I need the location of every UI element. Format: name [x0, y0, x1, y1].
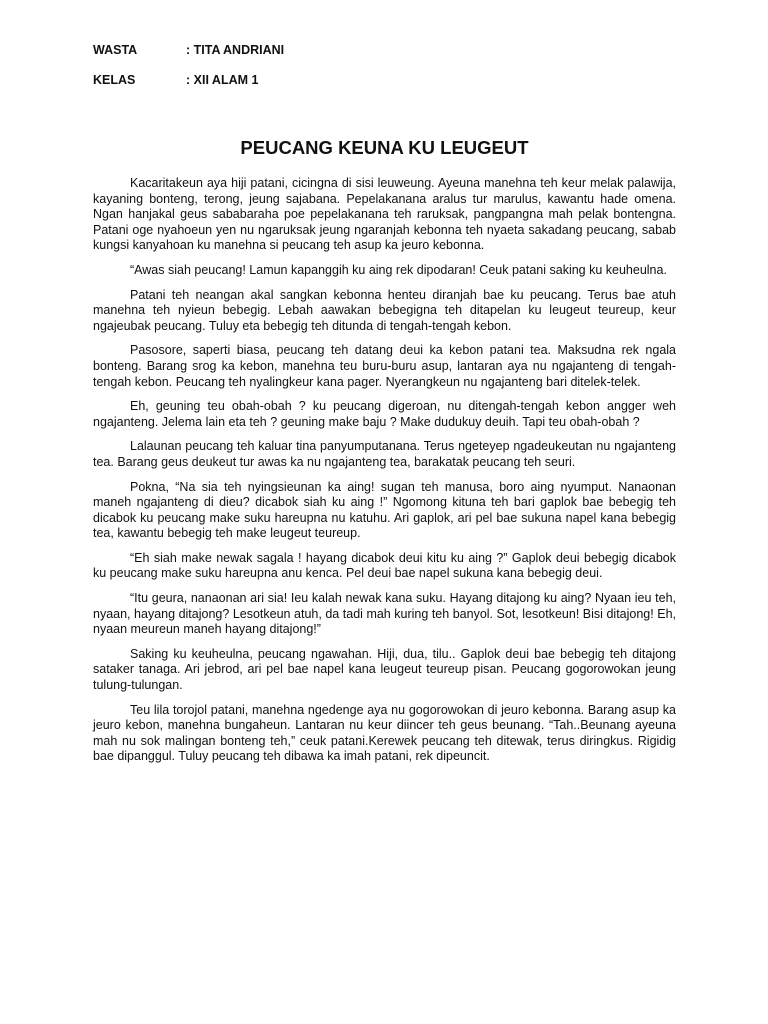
- paragraph: “Itu geura, nanaonan ari sia! Ieu kalah newak kana suku. Hayang ditajong ku aing? Nyaan ieu teh, nyaan, hayang ditajong? Lesotkeun atuh, da tadi mah kuring teh banyol. Sot, lesotkeun! Bisi ditajong! Eh, nyaan meureun maneh hayang ditajong!”: [93, 591, 676, 637]
- class-value: : XII ALAM 1: [186, 73, 259, 87]
- paragraph: Kacaritakeun aya hiji patani, cicingna di sisi leuweung. Ayeuna manehna teh keur melak palawija, kayaning bonteng, terong, jeung sajabana. Pepelakanana aralus tur marulus, kawantu hade omena. Ngan hanjakal geus sababaraha poe pepelakanana teh raruksak, pangpangna mah pelak bontengna. Patani oge nyahoeun yen nu ngaruksak jeung ngaranjah kebonna teh nyaeta sakadang peucang, sabab kungsi kanyahoan ku manehna si peucang teh asup ka jeuro kebonna.: [93, 176, 676, 253]
- story-title: PEUCANG KEUNA KU LEUGEUT: [240, 137, 529, 158]
- paragraph: Saking ku keuheulna, peucang ngawahan. Hiji, dua, tilu.. Gaplok deui bae bebegig teh ditajong sataker tanaga. Ari jebrod, ari pel bae napel kana leugeut teureup pisan. Peucang gogorowokan jeung tulung-tulungan.: [93, 646, 676, 693]
- paragraph: Pasosore, saperti biasa, peucang teh datang deui ka kebon patani tea. Maksudna rek ngala bonteng. Barang srog ka kebon, manehna teu buru-buru asup, lantaran aya nu ngajanteng di tengah-tengah kebon. Peucang teh nyalingkeur kana pager. Nyerangkeun nu ngajanteng bari ditelek-telek.: [93, 343, 676, 389]
- name-value: : TITA ANDRIANI: [186, 43, 285, 57]
- student-name-row: [93, 43, 284, 57]
- paragraph: “Awas siah peucang! Lamun kapanggih ku aing rek dipodaran! Ceuk patani saking ku keuheulna.: [130, 262, 667, 277]
- story-body: [93, 176, 676, 774]
- name-label: WASTA: [93, 43, 138, 57]
- paragraph: Teu lila torojol patani, manehna ngedenge aya nu gogorowokan di jeuro kebonna. Barang asup ka jeuro kebon, manehna bungaheun. Lantaran nu keur diincer teh geus beunang. “Tah..Beunang ayeuna mah nu sok malingan bonteng teh,” ceuk patani.Kerewek peucang teh ditewak, terus diringkus. Rigidig bae dipanggul. Tuluy peucang teh dibawa ka imah patani, rek dipeuncit.: [93, 702, 676, 764]
- paragraph: Lalaunan peucang teh kaluar tina panyumputanana. Terus ngeteyep ngadeukeutan nu ngajanteng tea. Barang geus deukeut tur awas ka nu ngajanteng tea, barakatak peucang teh seuri.: [93, 439, 676, 469]
- student-class-row: [93, 73, 258, 87]
- paragraph: Eh, geuning teu obah-obah ? ku peucang digeroan, nu ditengah-tengah kebon angger weh ngajanteng. Jelema lain eta teh ? geuning make baju ? Make dudukuy deuih. Tapi teu obah-obah ?: [93, 399, 676, 429]
- paragraph: Pokna, “Na sia teh nyingsieunan ka aing! sugan teh manusa, boro aing nyumput. Nanaonan maneh ngajanteng di dieu? dicabok siah ku aing !” Ngomong kituna teh bari gaplok bae bebegig teh dicabok ku peucang make suku hareupna nu katuhu. Ari gaplok, ari pel bae sukuna napel kana bebegig tea, kawantu bebegig teh make leugeut teureup.: [93, 479, 676, 541]
- class-label: KELAS: [93, 73, 136, 87]
- paragraph: “Eh siah make newak sagala ! hayang dicabok deui kitu ku aing ?” Gaplok deui bebegig dicabok ku peucang make suku hareupna anu kenca. Pel deui bae napel sukuna kana bebegig deui.: [93, 550, 676, 581]
- paragraph: Patani teh neangan akal sangkan kebonna henteu diranjah bae ku peucang. Terus bae atuh manehna teh nyieun bebegig. Lebah aawakan bebegigna teh ditapelan ku leugeut teureup, keur ngajeubak peucang. Tuluy eta bebegig teh ditunda di tengah-tengah kebon.: [93, 287, 676, 333]
